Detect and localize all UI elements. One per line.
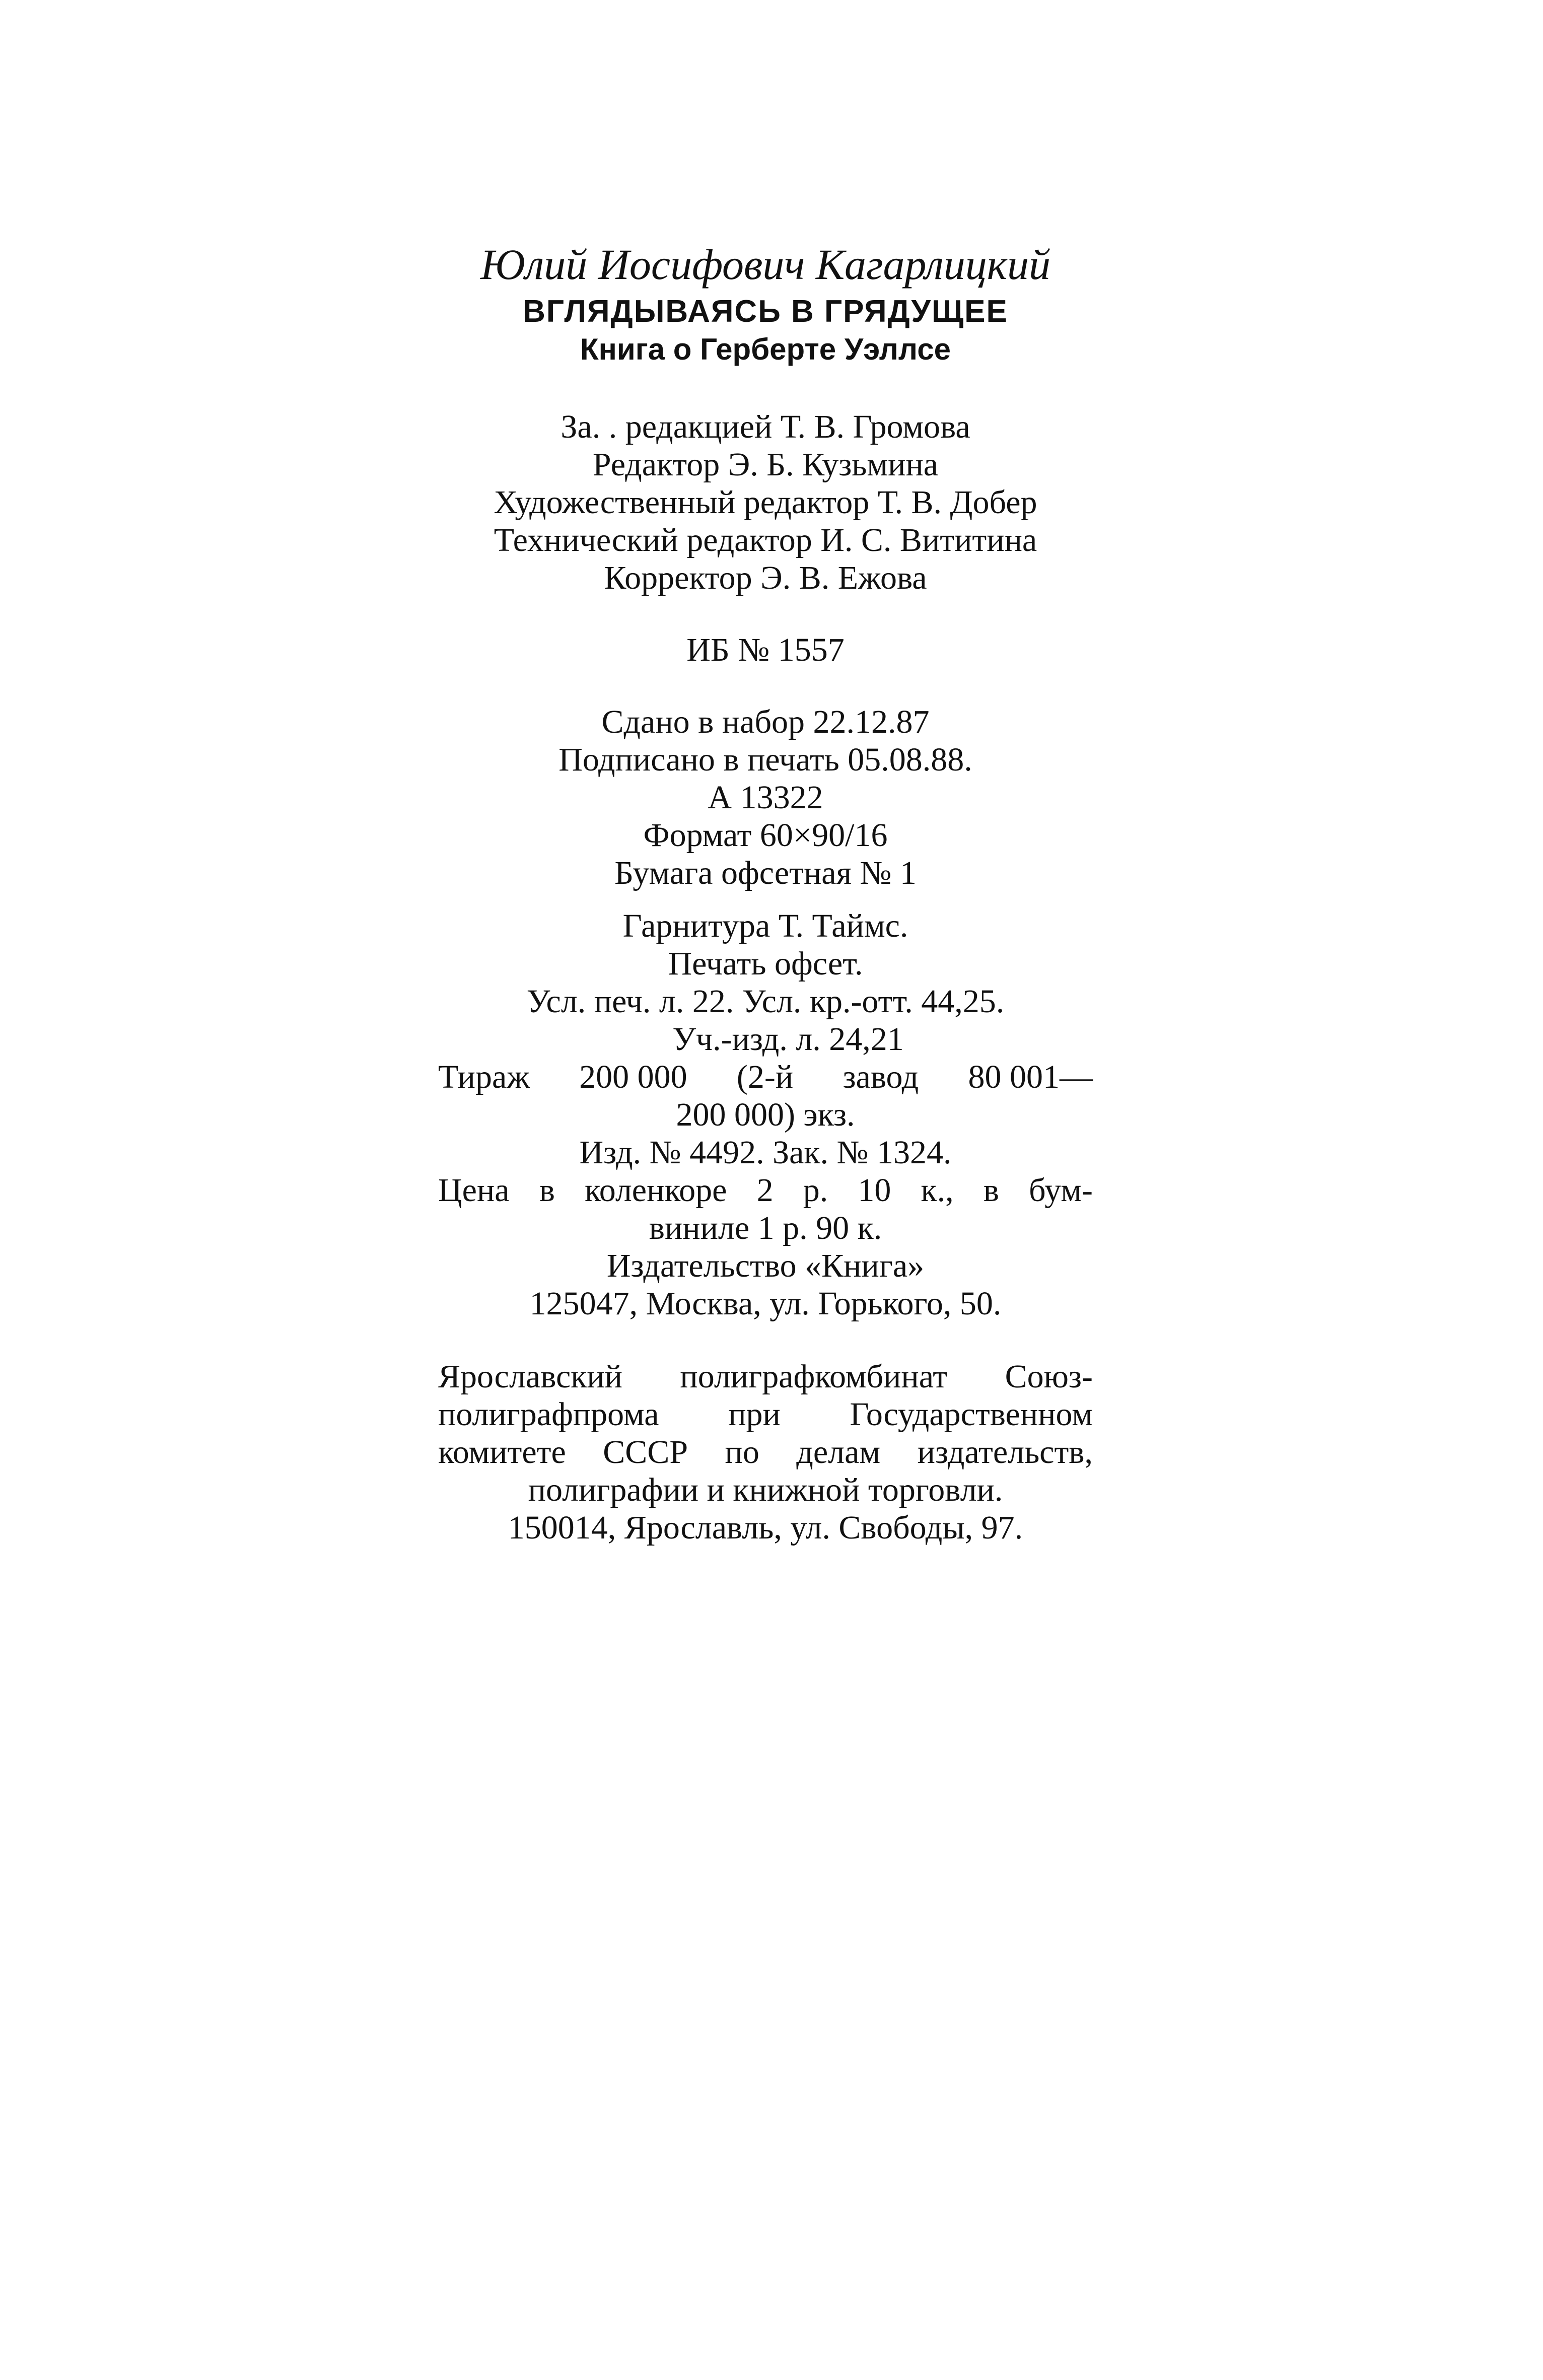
printer-word: полиграфкомбинат xyxy=(680,1358,948,1395)
book-subtitle: Книга о Герберте Уэллсе xyxy=(580,332,951,366)
production-details xyxy=(438,703,1093,892)
printer-word: полиграфпрома xyxy=(438,1396,659,1433)
price-word: 2 xyxy=(756,1172,774,1209)
print-run xyxy=(438,1058,1093,1134)
printer-line xyxy=(438,1358,1093,1395)
print-run-word: (2-й xyxy=(736,1059,794,1095)
printer-line: 150014, Ярославль, ул. Свободы, 97. xyxy=(508,1509,1023,1546)
staff-line: За. . редакцией Т. В. Громова xyxy=(560,408,970,445)
price-word: бум- xyxy=(1029,1172,1093,1209)
price-word: к., xyxy=(921,1172,954,1209)
printer-word: делам xyxy=(796,1434,881,1471)
printer-word: комитете xyxy=(438,1434,566,1471)
price-word: коленкоре xyxy=(585,1172,727,1209)
printer-word: Государственном xyxy=(850,1396,1093,1433)
publisher-address: 125047, Москва, ул. Горького, 50. xyxy=(529,1285,1002,1322)
book-header xyxy=(438,237,1093,368)
production-line: Бумага офсетная № 1 xyxy=(614,855,917,891)
printer-word: СССР xyxy=(603,1434,688,1471)
staff-line: Корректор Э. В. Ежова xyxy=(604,559,927,596)
production-line: Формат 60×90/16 xyxy=(643,817,888,854)
printer-line xyxy=(438,1433,1093,1471)
printer-word: при xyxy=(728,1396,781,1433)
production-line: Сдано в набор 22.12.87 xyxy=(601,704,930,740)
price-line: виниле 1 р. 90 к. xyxy=(649,1210,882,1246)
typography-line: Гарнитура Т. Таймс. xyxy=(622,907,908,944)
ib-number-text: ИБ № 1557 xyxy=(686,632,845,668)
staff-line: Редактор Э. Б. Кузьмина xyxy=(592,446,939,483)
print-run-word: Тираж xyxy=(438,1059,530,1095)
printer xyxy=(438,1358,1093,1547)
price xyxy=(438,1171,1093,1247)
price-word: в xyxy=(539,1172,555,1209)
typography-details xyxy=(438,907,1093,1058)
typography-line: Усл. печ. л. 22. Усл. кр.-отт. 44,25. xyxy=(526,983,1005,1020)
price-word: 10 xyxy=(858,1172,891,1209)
production-line: Подписано в печать 05.08.88. xyxy=(558,741,972,778)
printer-line: полиграфии и книжной торговли. xyxy=(528,1472,1003,1508)
print-run-line: 200 000) экз. xyxy=(676,1096,855,1133)
printer-word: по xyxy=(725,1434,759,1471)
publisher xyxy=(438,1247,1093,1322)
print-run-word: завод xyxy=(843,1059,919,1095)
price-word: в xyxy=(983,1172,999,1209)
typography-line: Печать офсет. xyxy=(668,945,863,982)
editorial-staff xyxy=(438,408,1093,597)
staff-line: Художественный редактор Т. В. Добер xyxy=(494,484,1037,521)
printer-line xyxy=(438,1395,1093,1433)
print-run-word: 200 000 xyxy=(579,1059,687,1095)
book-title: ВГЛЯДЫВАЯСЬ В ГРЯДУЩЕЕ xyxy=(523,294,1008,329)
ib-number xyxy=(438,631,1093,669)
price-line xyxy=(438,1171,1093,1209)
typography-line: Уч.-изд. л. 24,21 xyxy=(672,1021,904,1058)
price-word: Цена xyxy=(438,1172,510,1209)
print-run-word: 80 001— xyxy=(968,1059,1093,1095)
publisher-name: Издательство «Книга» xyxy=(606,1247,925,1284)
staff-line: Технический редактор И. С. Вититина xyxy=(494,522,1037,558)
production-line: А 13322 xyxy=(708,779,823,816)
print-run-line xyxy=(438,1058,1093,1096)
printer-word: издательств, xyxy=(917,1434,1093,1471)
price-word: р. xyxy=(803,1172,828,1209)
colophon xyxy=(438,237,1093,1547)
author-name: Юлий Иосифович Кагарлицкий xyxy=(480,240,1050,289)
printer-word: Ярославский xyxy=(438,1358,622,1395)
printer-word: Союз- xyxy=(1005,1358,1093,1395)
order-number: Изд. № 4492. Зак. № 1324. xyxy=(579,1134,952,1171)
